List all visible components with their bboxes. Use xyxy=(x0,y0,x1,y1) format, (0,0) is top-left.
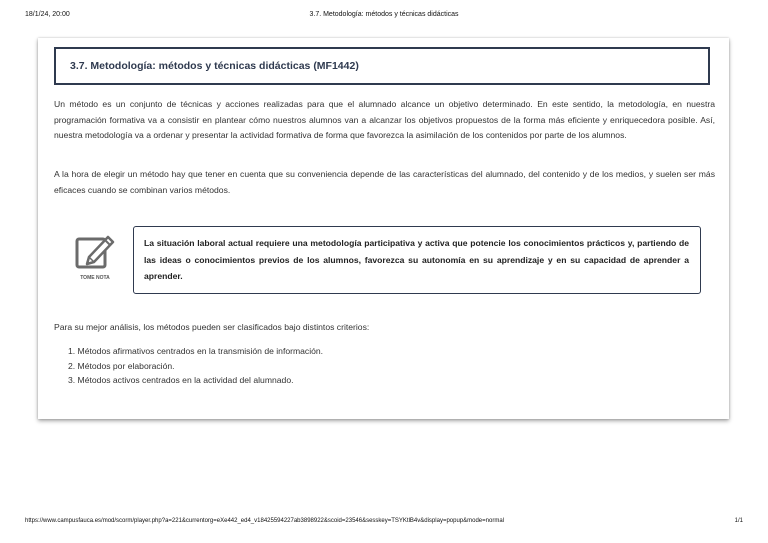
print-title: 3.7. Metodología: métodos y técnicas didácticas xyxy=(309,11,459,18)
note-label: TOME NOTA xyxy=(80,275,110,281)
classification-paragraph: Para su mejor análisis, los métodos pueden ser clasificados bajo distintos criterios: xyxy=(54,322,370,332)
edit-note-icon xyxy=(74,231,118,273)
note-icon-block xyxy=(72,231,126,287)
list-item: 1. Métodos afirmativos centrados en la transmisión de información. xyxy=(68,346,324,356)
print-footer xyxy=(25,518,743,530)
list-item: 3. Métodos activos centrados en la actividad del alumnado. xyxy=(68,375,294,385)
page-number: 1/1 xyxy=(734,518,743,524)
note-callout xyxy=(133,226,701,294)
intro-paragraph: Un método es un conjunto de técnicas y acciones realizadas para que el alumnado alcance un objetivo determinado. En este sentido, la metodología, en nuestra programación formativa va a consistir en plantear cómo nuestros alumnos van a alcanzar los objetivos propuestos de la forma más eficiente y enriquecedora posible. Así, nuestra metodología va a ordenar y presentar la actividad formativa de forma que favorezca la asimilación de los contenidos por parte de los alumnos. xyxy=(54,99,715,140)
page-url: https://www.campusfauca.es/mod/scorm/player.php?a=221&currentorg=eXe442_ed4_v18425594227ab3898922&scoid=23546&sesskey=TSYKtlB4v&display=popup&mode=normal xyxy=(25,518,504,524)
page-title: 3.7. Metodología: métodos y técnicas didácticas (MF1442) xyxy=(70,60,359,72)
methods-list xyxy=(54,344,323,388)
list-item: 2. Métodos por elaboración. xyxy=(68,360,175,371)
section-heading-box xyxy=(54,47,710,85)
note-text: La situación laboral actual requiere una metodología participativa y activa que potencie los conocimientos prácticos y, partiendo de las ideas o conocimientos previos de los alumnos, favorezca su autonomía en su aprendizaje y en su capacidad de aprender a aprender. xyxy=(144,238,689,281)
method-choice-paragraph: A la hora de elegir un método hay que tener en cuenta que su conveniencia depende de las características del alumnado, del contenido y de los medios, y suelen ser más eficaces cuando se combinan varios métodos. xyxy=(54,169,715,195)
content-card xyxy=(38,38,729,419)
print-header xyxy=(25,11,743,23)
print-datetime: 18/1/24, 20:00 xyxy=(25,11,70,18)
